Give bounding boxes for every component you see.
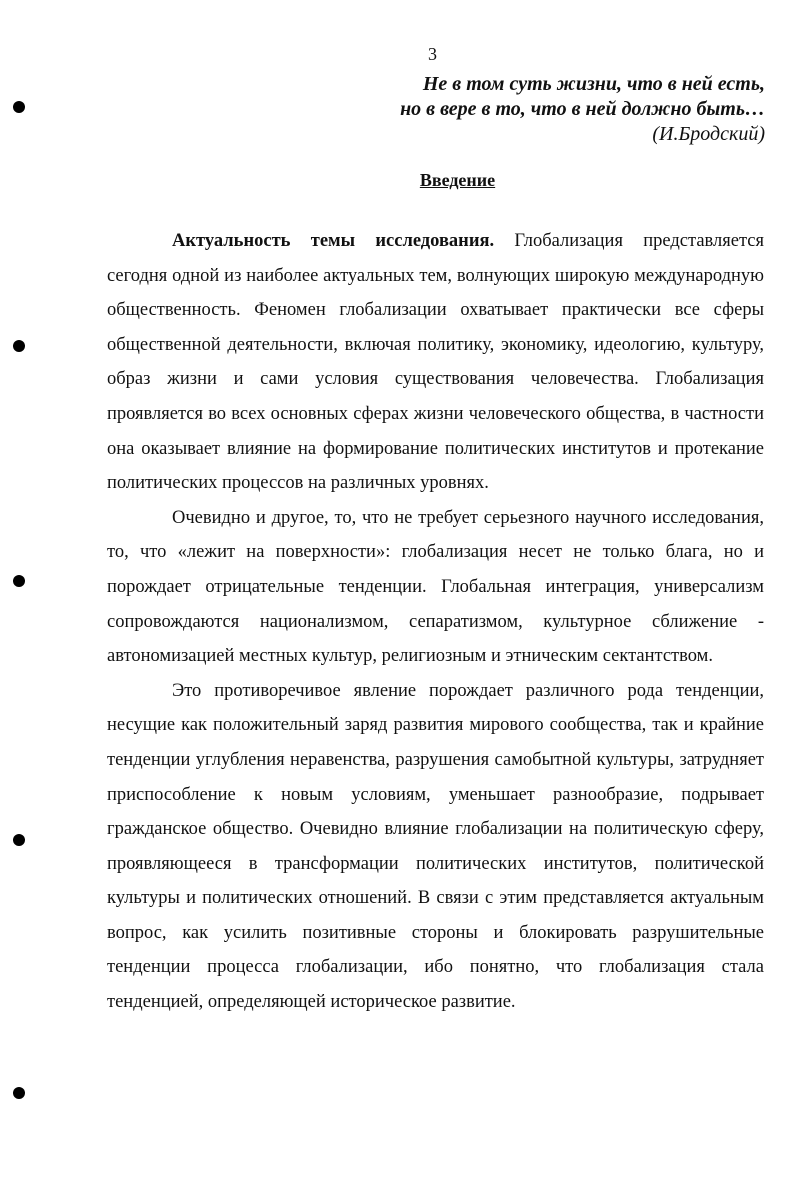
- paragraph-1-lead: Актуальность темы исследования.: [172, 231, 495, 251]
- punch-hole-4: [13, 834, 25, 846]
- page-number: 3: [428, 44, 437, 64]
- section-title: Введение: [419, 170, 496, 190]
- paragraph-2: Очевидно и другое, то, что не требует серьезного научного исследования, то, что «лежит на поверхности»: глобализация несет не только блага, но и порождает отрицательные тенденции. Глобальная интеграция, универсализм сопровождаются национализмом, сепаратизмом, культурное сближение - автономизацией местных культур, религиозным и этническим сектантством.: [107, 507, 764, 667]
- punch-hole-5: [13, 1087, 25, 1099]
- paragraph-1: [107, 224, 764, 501]
- paragraph-1-text: Глобализация представляется сегодня одной из наиболее актуальных тем, волнующих широкую международную общественность. Феномен глобализации охватывает практически все сферы общественной деятельности, включая политику, экономику, идеологию, культуру, образ жизни и сами условия существования человечества. Глобализация проявляется во всех основных сферах жизни человеческого общества, в частности она оказывает влияние на формирование политических институтов и протекание политических процессов на различных уровнях.: [107, 231, 764, 494]
- body-text: [107, 224, 764, 1020]
- epigraph-line-2: но в вере в то, что в ней должно быть…: [400, 98, 765, 120]
- epigraph-line-1: Не в том суть жизни, что в ней есть,: [422, 73, 765, 95]
- punch-hole-2: [13, 340, 25, 352]
- punch-hole-3: [13, 575, 25, 587]
- epigraph: [400, 72, 765, 147]
- punch-hole-1: [13, 101, 25, 113]
- paragraph-3: Это противоречивое явление порождает различного рода тенденции, несущие как положительный заряд развития мирового сообщества, так и крайние тенденции углубления неравенства, разрушения самобытной культуры, затрудняет приспособление к новым условиям, уменьшает разнообразие, подрывает гражданское общество. Очевидно влияние глобализации на политическую сферу, проявляющееся в трансформации политических институтов, политической культуры и политических отношений. В связи с этим представляется актуальным вопрос, как усилить позитивные стороны и блокировать разрушительные тенденции процесса глобализации, ибо понятно, что глобализация стала тенденцией, определяющей историческое развитие.: [107, 680, 764, 1013]
- epigraph-author: (И.Бродский): [652, 123, 765, 145]
